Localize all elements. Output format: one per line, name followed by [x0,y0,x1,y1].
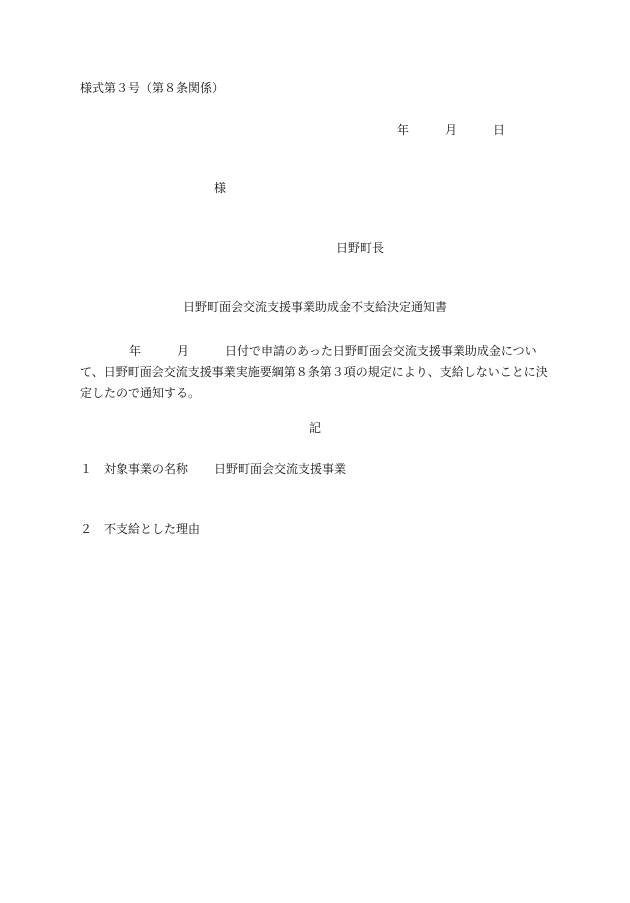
list-item [80,523,200,535]
body-line-2: て、日野町面会交流支援事業実施要綱第８条第３項の規定により、支給しないことに決 [80,365,548,379]
item-label: 不支給とした理由 [104,522,201,536]
item-number: １ [80,462,93,476]
list-item [80,463,346,475]
date-year: 年 [397,123,410,137]
date-day: 日 [493,123,506,137]
body-line-1-rest: 日付で申請のあった日野町面会交流支援事業助成金につい [225,344,537,358]
body-text [80,341,552,404]
body-year: 年 [129,344,142,358]
date-line [397,124,505,136]
body-line-1 [80,341,552,362]
form-number: 様式第３号（第８条関係） [80,81,225,95]
item-label: 対象事業の名称 [104,462,189,476]
date-month: 月 [445,123,458,137]
item-value: 日野町面会交流支援事業 [214,462,347,476]
document-title: 日野町面会交流支援事業助成金不支給決定通知書 [182,300,447,314]
body-month: 月 [177,344,190,358]
body-line-3: 定したので通知する。 [80,386,201,400]
item-number: ２ [80,522,93,536]
recipient-honorific: 様 [214,181,227,195]
ki-heading: 記 [308,421,321,435]
issuer-name: 日野町長 [336,241,385,255]
